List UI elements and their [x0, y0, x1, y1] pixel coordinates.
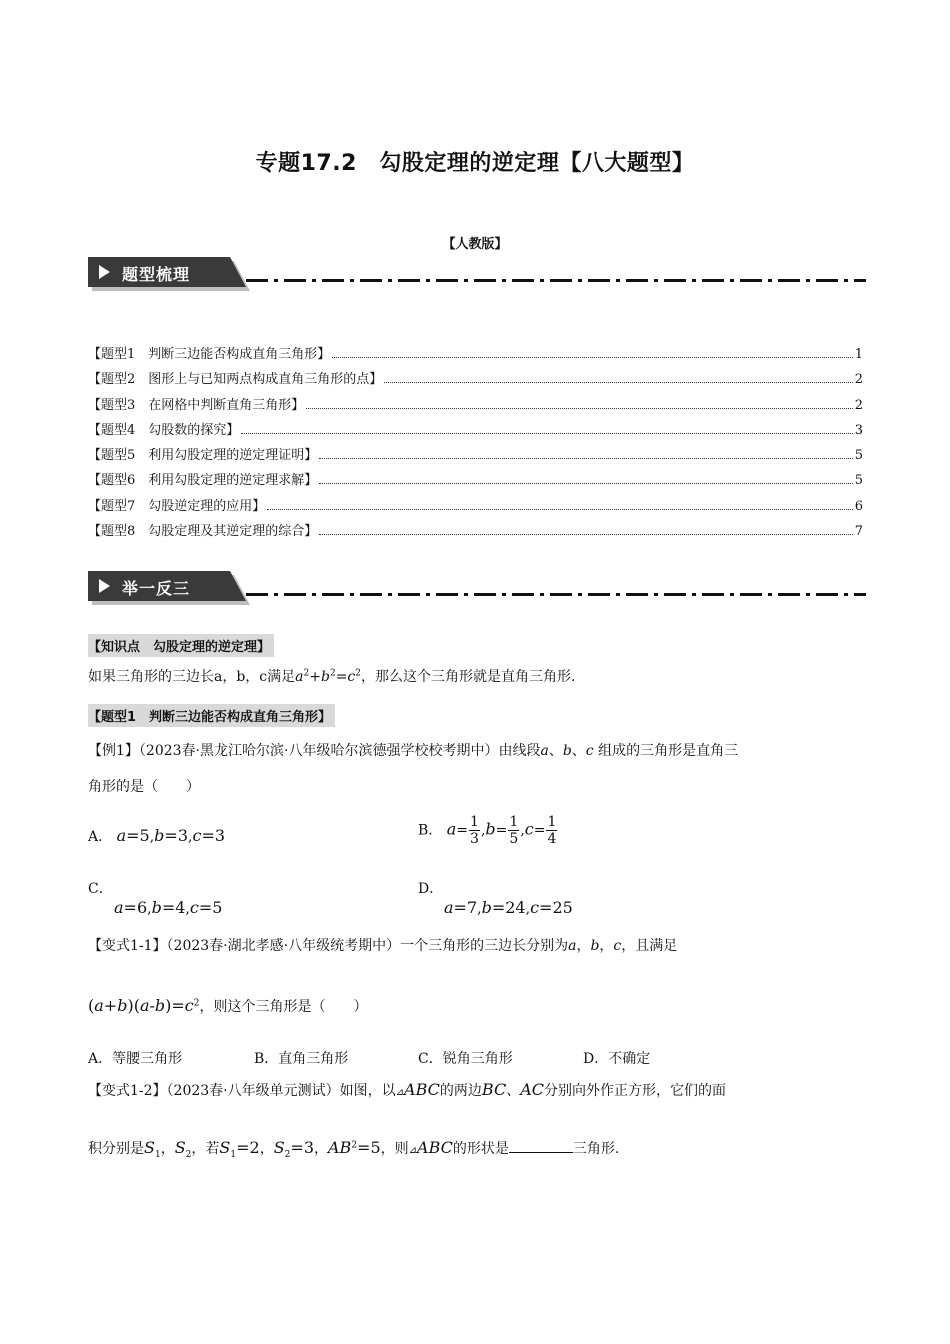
type1-heading: 【题型1 判断三边能否构成直角三角形】 [88, 704, 335, 727]
variant2-question-cont: 积分别是$S_1$，$S_2$，若$S_1=2$，$S_2=3$，$AB^2=5$，则⊿ABC的形状是 三角形. [88, 1138, 620, 1160]
option-b[interactable]: B． a= $\frac{1}{3}$ ,b= $\frac{1}{5}$ ,c= $\frac{1}{4}$ [418, 814, 557, 847]
play-icon [99, 265, 110, 279]
variant1-option-c[interactable]: C．锐角三角形 [418, 1051, 513, 1067]
section-banner-examples [88, 571, 866, 607]
option-d[interactable]: D． a=7,b=24,c=25 [418, 881, 573, 917]
toc-item[interactable]: 【题型5 利用勾股定理的逆定理证明】 5 [88, 448, 863, 464]
toc-item[interactable]: 【题型4 勾股数的探究】 3 [88, 422, 863, 438]
play-icon [99, 579, 110, 593]
toc-item[interactable]: 【题型1 判断三边能否构成直角三角形】 1 [88, 347, 863, 362]
dash-dot-divider [246, 279, 866, 282]
banner-label: 举一反三 [122, 579, 191, 598]
toc-item[interactable]: 【题型3 在网格中判断直角三角形】 2 [88, 397, 863, 413]
option-a[interactable]: A． a=5,b=3,c=3 [88, 826, 226, 845]
section-banner-overview [88, 257, 866, 293]
variant1-option-a[interactable]: A．等腰三角形 [88, 1051, 183, 1067]
table-of-contents [88, 343, 863, 545]
page-title: 专题17.2 勾股定理的逆定理【八大题型】 [255, 151, 695, 176]
knowledge-statement: 如果三角形的三边长a，b，c满足$a^2+b^2=c^2$，那么这个三角形就是直角三角形. [88, 668, 576, 685]
knowledge-heading: 【知识点 勾股定理的逆定理】 [88, 634, 274, 657]
option-c[interactable]: C． a=6,b=4,c=5 [88, 881, 223, 917]
variant2-question: 【变式1-2】（2023春·八年级单元测试）如图，以⊿ABC的两边BC、AC分别向外作正方形，它们的面 [88, 1080, 726, 1099]
banner-label: 题型梳理 [122, 265, 191, 284]
toc-item[interactable]: 【题型8 勾股定理及其逆定理的综合】 7 [88, 524, 863, 540]
example1-question: 【例1】（2023春·黑龙江哈尔滨·八年级哈尔滨德强学校校考期中）由线段a、b、c 组成的三角形是直角三 [88, 743, 739, 759]
dash-dot-divider [246, 593, 866, 596]
example1-question-cont: 角形的是（ ） [88, 779, 200, 795]
answer-blank[interactable] [509, 1152, 573, 1153]
variant1-option-b[interactable]: B．直角三角形 [254, 1051, 349, 1067]
toc-item[interactable]: 【题型6 利用勾股定理的逆定理求解】 5 [88, 473, 863, 489]
variant1-question: 【变式1-1】（2023春·湖北孝感·八年级统考期中）一个三角形的三边长分别为a，b，c，且满足 [88, 938, 678, 954]
variant1-question-cont: $(a+b)(a-b)=c^2$，则这个三角形是（ ） [88, 996, 368, 1015]
toc-item[interactable]: 【题型7 勾股逆定理的应用】 6 [88, 498, 863, 514]
toc-item[interactable]: 【题型2 图形上与已知两点构成直角三角形的点】 2 [88, 372, 863, 388]
edition-label: 【人教版】 [442, 237, 508, 252]
variant1-option-d[interactable]: D．不确定 [583, 1051, 651, 1067]
